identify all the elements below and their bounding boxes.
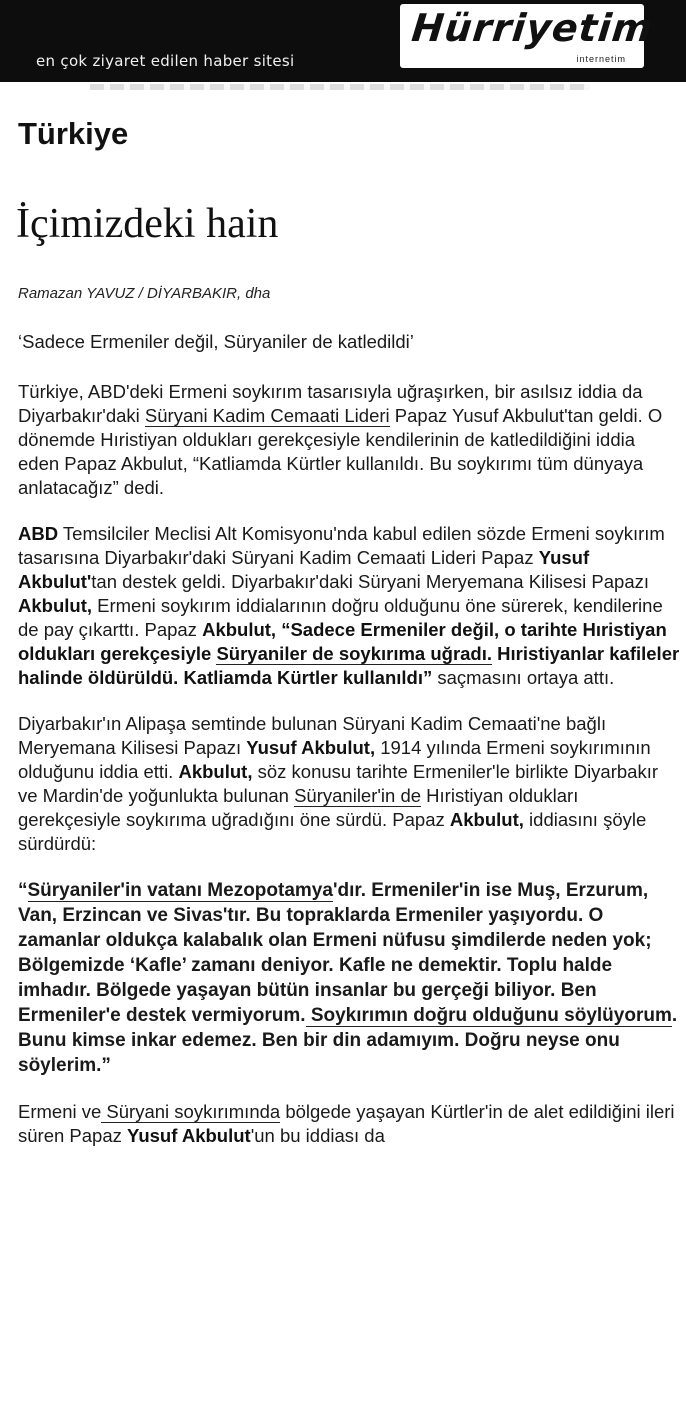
text: 1914 yılında Ermeni soykırımının olduğunu iddia etti. bbox=[18, 737, 651, 782]
text: Temsilciler Meclisi Alt Komisyonu'nda kabul edilen sözde Ermeni soykırım tasarısına Diyarbakır'daki Süryani Kadim Cemaati Lideri Papaz bbox=[18, 523, 665, 568]
text: bölgede yaşayan Kürtler'in de alet edildiğini ileri süren Papaz bbox=[18, 1101, 675, 1146]
underlined-text: Süryani soykırımında bbox=[101, 1101, 281, 1122]
bold-text: Akbulut, bbox=[202, 619, 277, 640]
text: Diyarbakır'ın Alipaşa semtinde bulunan Süryani Kadim Cemaati'ne bağlı Meryemana Kilisesi Papazı bbox=[18, 713, 607, 758]
text: Hıristiyan oldukları gerekçesiyle soykırıma uğradığını öne sürdü. Papaz bbox=[18, 785, 579, 830]
text: 'un bu iddiası da bbox=[250, 1125, 385, 1146]
bold-text: Akbulut, bbox=[18, 595, 92, 616]
paragraph-2 bbox=[18, 522, 680, 690]
text: Ermeni ve bbox=[18, 1101, 102, 1122]
bold-text: “Sadece Ermeniler değil, o tarihte Hıristiyan oldukları gerekçesiyle bbox=[18, 619, 667, 664]
bold-text: Yusuf Akbulut' bbox=[18, 547, 590, 592]
article-headline: İçimizdeki hain bbox=[16, 201, 279, 247]
article-byline: Ramazan YAVUZ / DİYARBAKIR, dha bbox=[18, 285, 271, 302]
bold-text: Akbulut, bbox=[449, 809, 524, 830]
scan-artifact-strip bbox=[90, 84, 590, 90]
quote-paragraph bbox=[18, 878, 680, 1078]
quote-mark: “ bbox=[18, 880, 28, 901]
underlined-bold-text: Süryaniler de soykırıma uğradı. bbox=[216, 643, 493, 664]
paragraph-3 bbox=[18, 712, 680, 856]
text: Papaz Yusuf Akbulut'tan geldi. O dönemde Hıristiyan oldukları gerekçesiyle kendilerinin de katledildiğini iddia eden Papaz Akbulut, “Katliamda Kürtler kullanıldı. Bu soykırımı tüm dünyaya anlatacağız” dedi. bbox=[18, 405, 663, 498]
site-tagline: en çok ziyaret edilen haber sitesi bbox=[36, 52, 295, 70]
bold-text: Hıristiyanlar kafileler halinde öldürüldü. Katliamda Kürtler kullanıldı” bbox=[18, 643, 680, 688]
underlined-text: Süryaniler'in de bbox=[294, 785, 422, 806]
logo-subtitle: internetim bbox=[576, 54, 626, 64]
underlined-text: Süryani Kadim Cemaati Lideri bbox=[144, 405, 390, 426]
text: Türkiye, ABD'deki Ermeni soykırım tasarısıyla uğraşırken, bir asılsız iddia da Diyarbakır'daki bbox=[18, 381, 643, 426]
bold-text: Yusuf Akbulut, bbox=[246, 737, 376, 758]
bold-text: Yusuf Akbulut bbox=[127, 1125, 251, 1146]
text: söz konusu tarihte Ermeniler'le birlikte Diyarbakır ve Mardin'de yoğunlukta bulunan bbox=[18, 761, 659, 806]
bold-text: Akbulut, bbox=[178, 761, 253, 782]
paragraph-1 bbox=[18, 380, 680, 500]
underlined-text: Süryaniler'in vatanı Mezopotamya bbox=[27, 880, 333, 901]
site-logo[interactable] bbox=[400, 4, 656, 68]
underlined-text: Soykırımın doğru olduğunu söylüyorum bbox=[305, 1005, 672, 1026]
bold-text: ABD bbox=[18, 523, 59, 544]
logo-wordmark: Hürriyetim bbox=[409, 6, 656, 50]
text: saçmasını ortaya attı. bbox=[432, 667, 615, 688]
text: Ermeni soykırım iddialarının doğru olduğunu öne sürerek, kendilerine de pay çıkarttı. Papaz bbox=[18, 595, 663, 640]
text: tan destek geldi. Diyarbakır'daki Süryani Meryemana Kilisesi Papazı bbox=[91, 571, 650, 592]
text: . Bunu kimse inkar edemez. Ben bir din adamıyım. Doğru neyse onu söylerim.” bbox=[18, 1005, 678, 1076]
article-body bbox=[18, 330, 680, 1170]
masthead bbox=[0, 0, 686, 82]
section-title: Türkiye bbox=[18, 116, 129, 151]
text: 'dır. Ermeniler'in ise Muş, Erzurum, Van, Erzincan ve Sivas'tır. Bu topraklarda Ermeniler yaşıyordu. O zamanlar oldukça kalabalık olan Ermeni nüfusu şimdilerde neden yok; Bölgemizde ‘Kafle’ zamanı deniyor. Kafle ne demektir. Toplu halde imhadır. Bölgede yaşayan bütün insanlar bu gerçeği biliyor. Ben Ermeniler'e destek vermiyorum. bbox=[18, 880, 652, 1026]
article-lead: ‘Sadece Ermeniler değil, Süryaniler de katledildi’ bbox=[18, 331, 414, 352]
text: iddiasını şöyle sürdürdü: bbox=[18, 809, 647, 854]
paragraph-5 bbox=[18, 1100, 680, 1148]
